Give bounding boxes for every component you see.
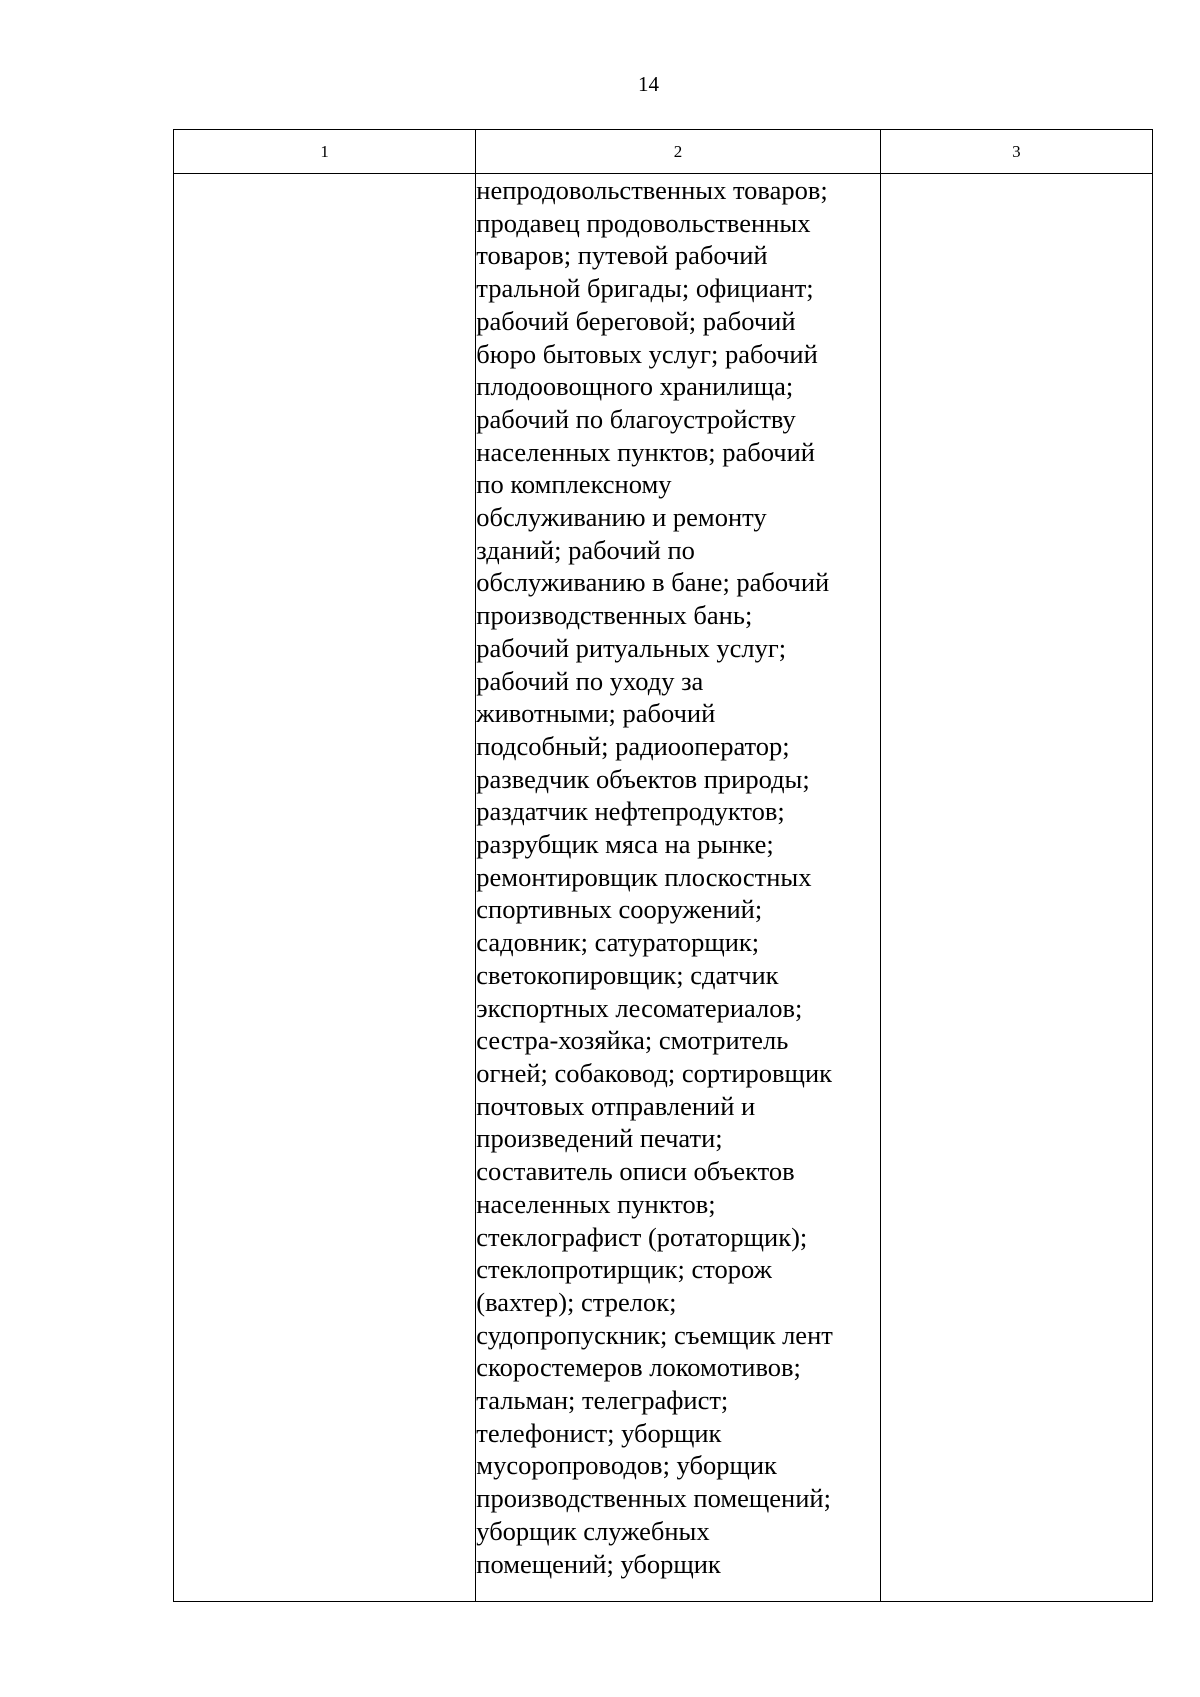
- text-line: зданий; рабочий по: [476, 534, 695, 565]
- text-line: светокопировщик; сдатчик: [476, 959, 779, 990]
- text-line: рабочий ритуальных услуг;: [476, 632, 787, 663]
- text-line: производственных бань;: [476, 600, 753, 631]
- text-line: разведчик объектов природы;: [476, 763, 810, 794]
- text-line: населенных пунктов; рабочий: [476, 436, 815, 467]
- page-number: 14: [638, 72, 659, 96]
- text-line: животными; рабочий: [476, 698, 716, 729]
- column-header-3: 3: [880, 130, 1152, 174]
- text-line: сестра-хозяйка; смотритель: [476, 1025, 789, 1056]
- text-line: (вахтер); стрелок;: [476, 1286, 677, 1317]
- document-table: [173, 129, 1153, 1602]
- text-line: тальман; телеграфист;: [476, 1385, 729, 1416]
- table-row: [174, 174, 1153, 1602]
- text-line: подсобный; радиооператор;: [476, 730, 790, 761]
- text-line: стеклографист (ротаторщик);: [476, 1221, 808, 1252]
- text-line: рабочий по благоустройству: [476, 403, 796, 434]
- text-line: стеклопротирщик; сторож: [476, 1254, 772, 1285]
- text-line: экспортных лесоматериалов;: [476, 992, 803, 1023]
- text-line: уборщик служебных: [476, 1515, 710, 1546]
- text-line: разрубщик мяса на рынке;: [476, 829, 774, 860]
- text-line: судопропускник; съемщик лент: [476, 1319, 833, 1350]
- text-line: непродовольственных товаров;: [476, 175, 828, 205]
- text-line: рабочий по уходу за: [476, 665, 704, 696]
- table-cell-col1: [174, 174, 476, 1602]
- text-line: составитель описи объектов: [476, 1156, 795, 1187]
- text-line: произведений печати;: [476, 1123, 723, 1154]
- text-line: обслуживанию и ремонту: [476, 502, 767, 533]
- text-line: почтовых отправлений и: [476, 1090, 756, 1121]
- text-line: рабочий береговой; рабочий: [476, 305, 796, 336]
- text-line: плодоовощного хранилища;: [476, 371, 794, 402]
- text-line: садовник; сатураторщик;: [476, 927, 760, 958]
- text-line: раздатчик нефтепродуктов;: [476, 796, 785, 827]
- text-line: населенных пунктов;: [476, 1188, 716, 1219]
- text-line: скоростемеров локомотивов;: [476, 1352, 801, 1383]
- text-line: товаров; путевой рабочий: [476, 240, 768, 271]
- text-line: по комплексному: [476, 469, 672, 500]
- table-cell-col2: [476, 174, 880, 1602]
- column-header-1: 1: [174, 130, 476, 174]
- table-cell-col3: [880, 174, 1152, 1602]
- text-line: телефонист; уборщик: [476, 1417, 722, 1448]
- text-line: ремонтировщик плоскостных: [476, 861, 812, 892]
- text-line: огней; собаковод; сортировщик: [476, 1057, 833, 1088]
- text-line: помещений; уборщик: [476, 1548, 721, 1579]
- text-line: мусоропроводов; уборщик: [476, 1450, 777, 1481]
- text-line: продавец продовольственных: [476, 207, 811, 238]
- column-header-2: 2: [476, 130, 880, 174]
- text-line: спортивных сооружений;: [476, 894, 763, 925]
- text-line: производственных помещений;: [476, 1483, 831, 1514]
- text-line: обслуживанию в бане; рабочий: [476, 567, 830, 598]
- text-line: бюро бытовых услуг; рабочий: [476, 338, 818, 369]
- text-line: тральной бригады; официант;: [476, 273, 814, 304]
- table-header-row: [174, 130, 1153, 174]
